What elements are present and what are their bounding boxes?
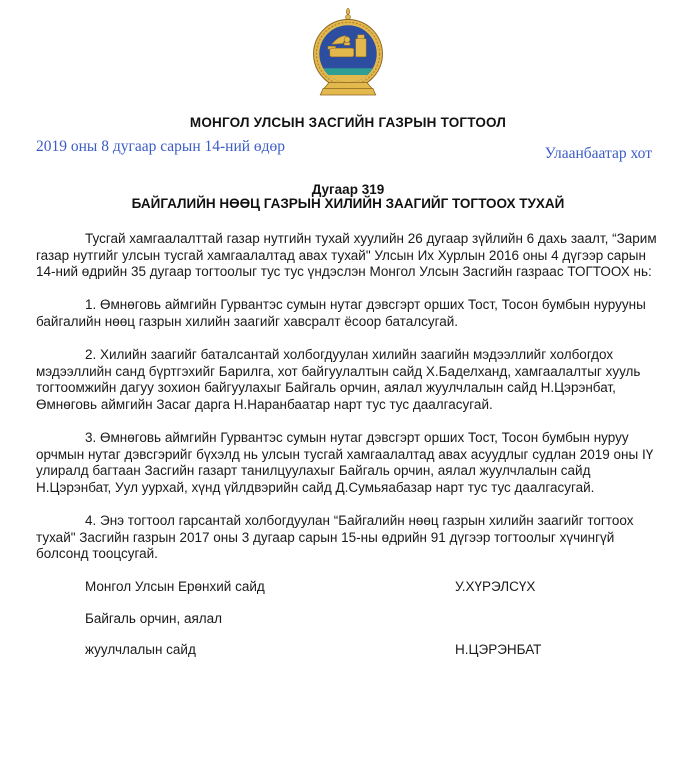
signature-row-minister-line1: [85, 611, 660, 627]
signature-row-prime-minister: [85, 579, 660, 595]
signature-row-minister-line2: [85, 642, 660, 658]
signatory-name: У.ХҮРЭЛСҮХ: [455, 579, 536, 594]
document-city: Улаанбаатар хот: [544, 145, 652, 162]
signatory-title: Байгаль орчин, аялал: [85, 610, 223, 626]
paragraph-preamble: Тусгай хамгаалалттай газар нутгийн тухай хуулийн 26 дугаар зүйлийн 6 дахь заалт, “Зарим газар нутгийг улсын тусгай хамгаалалтад авах тухай" Улсын Их Хурлын 2016 оны 4 дүгээр сарын 14-ний өдрийн 35 дугаар тогтоолыг тус тус үндэслэн Монгол Улсын Засгийн газраас ТОГТООХ нь:: [36, 231, 657, 280]
resolution-number: Дугаар 319: [311, 182, 385, 197]
document-title: МОНГОЛ УЛСЫН ЗАСГИЙН ГАЗРЫН ТОГТООЛ: [189, 115, 507, 130]
signatory-name: Н.ЦЭРЭНБАТ: [455, 642, 542, 657]
resolution-body: [36, 231, 660, 579]
signatory-title: Монгол Улсын Ерөнхий сайд: [85, 579, 265, 594]
paragraph-clause-2: 2. Хилийн заагийг баталсантай холбогдуулан хилийн заагийн мэдээллийг холбогдох мэдээллийн санд бүртгэхийг Барилга, хот байгуулалтын сайд Х.Баделханд, хамгаалалтыг хууль тогтоомжийн дагуу зохион байгуулахыг Байгаль орчин, аялал жуулчлалын сайд Н.Цэрэнбат, Өмнөговь аймгийн Засаг дарга Н.Наранбаатар нарт тус тус даалгасугай.: [36, 347, 641, 412]
document-date: 2019 оны 8 дугаар сарын 14-ний өдөр: [36, 138, 286, 155]
signatory-name: [455, 611, 660, 627]
signature-block: [85, 579, 660, 674]
paragraph-clause-3: 3. Өмнөговь аймгийн Гурвантэс сумын нутаг дэвсгэрт орших Тост, Тосон бумбын нуруу орчмын нутаг дэвсгэрийг бүхэлд нь улсын тусгай хамгаалалтад авах асуудлыг судлан 2019 оны IҮ улиралд багтаан Засгийн газарт танилцуулахыг Байгаль орчин, аялал жуулчлалын сайд Н.Цэрэнбат, Уул уурхай, хүнд үйлдвэрийн сайд Д.Сумьяабазар нарт тус тус даалгасугай.: [36, 430, 654, 495]
paragraph-clause-1: 1. Өмнөговь аймгийн Гурвантэс сумын нутаг дэвсгэрт орших Тост, Тосон бумбын нурууны байгалийн нөөц газрын хилийн заагийг хавсралт ёсоор баталсугай.: [36, 297, 646, 329]
resolution-subject: БАЙГАЛИЙН НӨӨЦ ГАЗРЫН ХИЛИЙН ЗААГИЙГ ТОГТООХ ТУХАЙ: [131, 196, 565, 211]
signatory-title: жуулчлалын сайд: [85, 642, 196, 657]
mongolia-state-emblem-icon: [300, 8, 396, 96]
paragraph-clause-4: 4. Энэ тогтоол гарсантай холбогдуулан “Байгалийн нөөц газрын хилийн заагийг тогтоох тухай" Засгийн газрын 2017 оны 3 дугаар сарын 15-ны өдрийн 91 дүгээр тогтоолыг хүчингүй болсонд тооцсугай.: [36, 513, 634, 562]
